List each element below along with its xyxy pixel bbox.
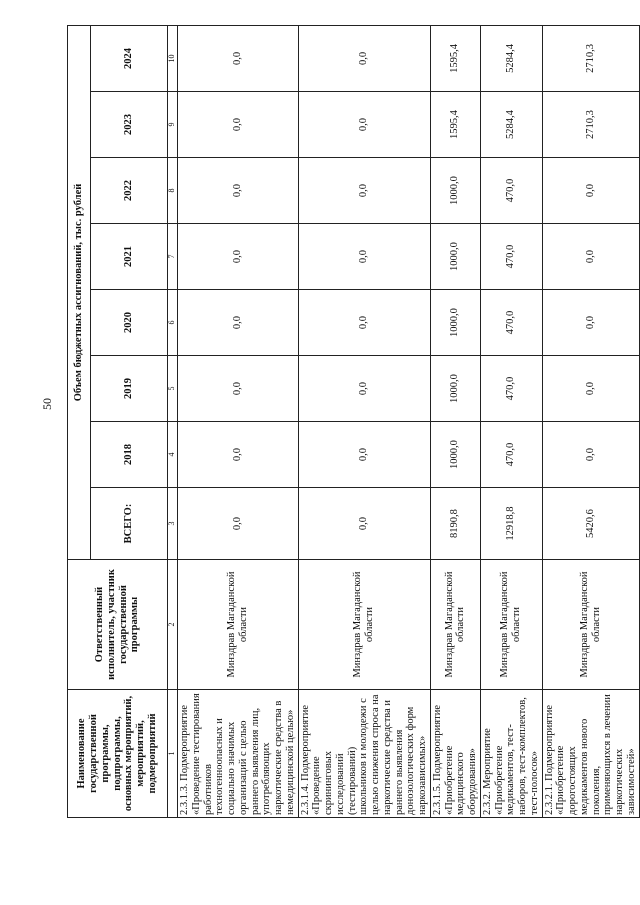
column-number: 6 xyxy=(168,290,178,356)
row-value: 0,0 xyxy=(298,158,430,224)
row-total: 5420,6 xyxy=(542,488,639,560)
column-number: 7 xyxy=(168,224,178,290)
row-value: 2710,3 xyxy=(542,92,639,158)
row-total: 0,0 xyxy=(298,488,430,560)
row-name: 2.3.2. Мероприятие «Приобретение медикаментов, тест-наборов, тест-комплектов, тест-полосок» xyxy=(480,690,542,818)
row-value: 0,0 xyxy=(178,290,299,356)
row-value: 0,0 xyxy=(542,158,639,224)
page-number: 50 xyxy=(40,398,54,410)
row-value: 0,0 xyxy=(542,290,639,356)
row-value: 0,0 xyxy=(298,25,430,91)
row-value: 0,0 xyxy=(298,224,430,290)
column-number: 4 xyxy=(168,422,178,488)
column-number: 9 xyxy=(168,92,178,158)
row-executor: Минздрав Магаданской области xyxy=(298,560,430,690)
header-year: 2021 xyxy=(91,224,168,290)
budget-table xyxy=(67,25,640,818)
header-year: 2023 xyxy=(91,92,168,158)
header-year: 2019 xyxy=(91,356,168,422)
row-value: 1000,0 xyxy=(430,356,480,422)
row-total: 8190,8 xyxy=(430,488,480,560)
row-value: 470,0 xyxy=(480,158,542,224)
table-row xyxy=(430,25,480,817)
row-executor: Минздрав Магаданской области xyxy=(542,560,639,690)
row-value: 470,0 xyxy=(480,224,542,290)
column-number: 1 xyxy=(168,690,178,818)
row-value: 1595,4 xyxy=(430,92,480,158)
row-value: 0,0 xyxy=(298,92,430,158)
row-value: 470,0 xyxy=(480,356,542,422)
row-value: 0,0 xyxy=(542,356,639,422)
column-number: 8 xyxy=(168,158,178,224)
row-value: 0,0 xyxy=(178,224,299,290)
row-name: 2.3.1.4. Подмероприятие «Проведение скрининговых исследований (тестирований) школьников и молодежи с целью снижения спроса на наркотические средства и раннего выявления донозологических форм наркозависимых» xyxy=(298,690,430,818)
row-value: 1000,0 xyxy=(430,158,480,224)
row-value: 0,0 xyxy=(178,356,299,422)
row-value: 0,0 xyxy=(542,422,639,488)
header-name: Наименование государственной программы, подпрограммы, основных мероприятий, мероприятий, подмероприятий xyxy=(68,690,168,818)
row-value: 0,0 xyxy=(178,92,299,158)
row-value: 1595,4 xyxy=(430,25,480,91)
column-number: 10 xyxy=(168,25,178,91)
row-value: 0,0 xyxy=(178,25,299,91)
column-number: 5 xyxy=(168,356,178,422)
row-total: 0,0 xyxy=(178,488,299,560)
row-name: 2.3.1.5. Подмероприятие «Приобретение медицинского оборудования» xyxy=(430,690,480,818)
row-executor: Минздрав Магаданской области xyxy=(178,560,299,690)
row-value: 5284,4 xyxy=(480,92,542,158)
row-value: 1000,0 xyxy=(430,422,480,488)
header-year: 2020 xyxy=(91,290,168,356)
column-numbers-row xyxy=(168,25,178,817)
row-name: 2.3.1.3. Подмероприятие «Проведение тестирования работников техногенноопасных и социально значимых организаций с целью раннего выявления лиц, употребляющих наркотические средства в немедицинской целью» xyxy=(178,690,299,818)
budget-table-container xyxy=(67,26,637,818)
row-name: 2.3.2.1. Подмероприятие «Приобретение дорогостоящих медикаментов нового поколения, применяющихся в лечении наркотических зависимостей» xyxy=(542,690,639,818)
header-budget-group: Объем бюджетных ассигнований, тыс. рублей xyxy=(68,25,91,559)
table-row xyxy=(480,25,542,817)
row-value: 2710,3 xyxy=(542,25,639,91)
row-total: 12918,8 xyxy=(480,488,542,560)
row-value: 5284,4 xyxy=(480,25,542,91)
row-value: 470,0 xyxy=(480,290,542,356)
row-executor: Минздрав Магаданской области xyxy=(480,560,542,690)
column-number: 3 xyxy=(168,488,178,560)
row-value: 0,0 xyxy=(298,290,430,356)
header-total: ВСЕГО: xyxy=(91,488,168,560)
table-row xyxy=(298,25,430,817)
row-executor: Минздрав Магаданской области xyxy=(430,560,480,690)
row-value: 1000,0 xyxy=(430,290,480,356)
table-row xyxy=(178,25,299,817)
row-value: 1000,0 xyxy=(430,224,480,290)
row-value: 0,0 xyxy=(178,422,299,488)
header-year: 2022 xyxy=(91,158,168,224)
header-executor: Ответственный исполнитель, участник государственной программы xyxy=(68,560,168,690)
row-value: 0,0 xyxy=(298,356,430,422)
header-year: 2018 xyxy=(91,422,168,488)
header-year: 2024 xyxy=(91,25,168,91)
row-value: 0,0 xyxy=(178,158,299,224)
column-number: 2 xyxy=(168,560,178,690)
table-row xyxy=(542,25,639,817)
row-value: 0,0 xyxy=(542,224,639,290)
row-value: 0,0 xyxy=(298,422,430,488)
row-value: 470,0 xyxy=(480,422,542,488)
